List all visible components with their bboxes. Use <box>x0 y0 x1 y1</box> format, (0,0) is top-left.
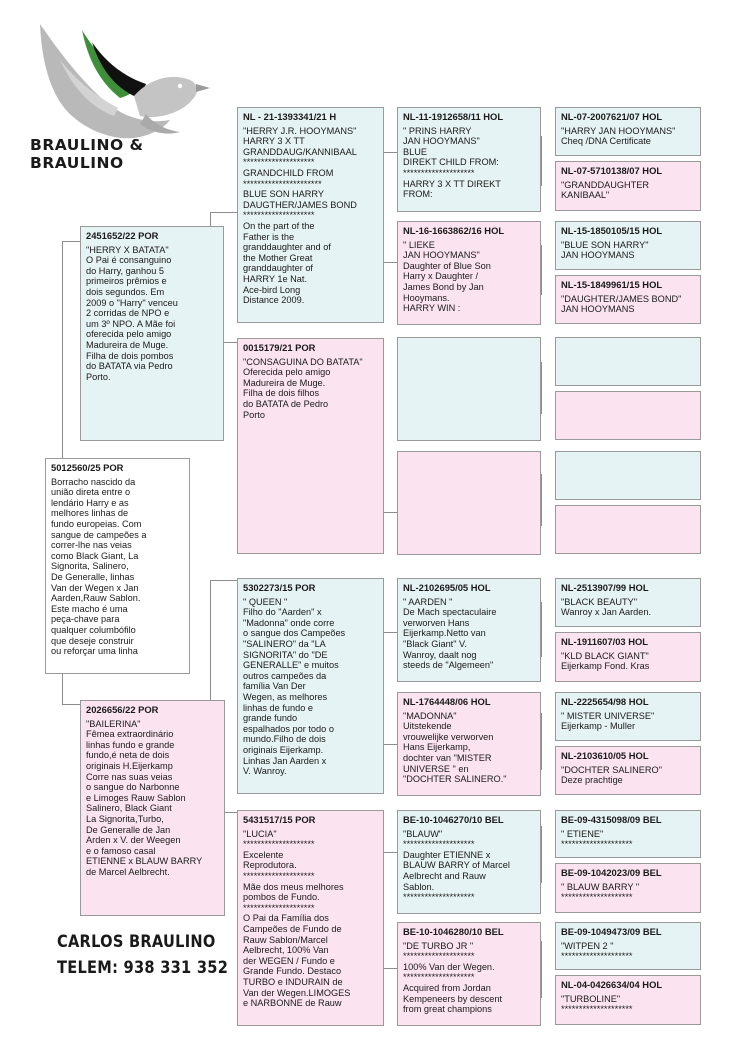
ring-number: 5302273/15 POR <box>243 582 316 593</box>
bird-description: "LUCIA" ******************** Excelente Reprodutora. ******************** Mãe dos meus melhores pombos de Fundo. ******************** O Pai da Família dos Campeões de Fundo de Rauw Sablon/Marcel Aelbrecht, 100% Van der WEGEN / Fundo e Grande Fundo. Destaco TURBO e INDURAIN de Van der Wegen.LIMOGES e NARBONNE de Rauw <box>243 828 351 1009</box>
ring-number: NL-2513907/99 HOL <box>561 582 649 593</box>
connector-line <box>384 968 397 969</box>
brand-name: BRAULINO & BRAULINO <box>30 136 144 172</box>
ring-number: NL-04-0426634/04 HOL <box>561 979 663 990</box>
bird-description: " AARDEN " De Mach spectaculaire verworven Hans Eijerkamp.Netto van "Black Giant" V. Wanroy, daalt nog steeds de "Algemeen" <box>403 596 497 671</box>
bird-description: "BLAUW" ******************** Daughter ETIENNE x BLAUW BARRY of Marcel Aelbrecht and Rauw Sablon. ******************** <box>403 828 510 903</box>
ring-number: BE-10-1046270/10 BEL <box>403 814 504 825</box>
bird-description: "MADONNA" Uitstekende vrouwelijke verworven Hans Eijerkamp, dochter van "MISTER UNIVERSE " en "DOCHTER SALINERO." <box>403 710 507 785</box>
connector-line <box>384 632 397 633</box>
ancestor-card <box>397 451 541 555</box>
bird-description: "TURBOLINE" ******************** <box>561 993 633 1015</box>
connector-line <box>210 212 237 213</box>
ancestor-card <box>555 337 701 386</box>
connector-line <box>62 704 80 705</box>
connector-line <box>384 512 397 513</box>
ancestor-card <box>555 107 701 156</box>
bird-description: "GRANDDAUGHTER KANIBAAL" <box>561 179 649 201</box>
bird-description: "BLUE SON HARRY" JAN HOOYMANS <box>561 239 649 261</box>
ancestor-card <box>555 810 701 858</box>
ring-number: 5431517/15 POR <box>243 814 316 825</box>
ring-number: BE-10-1046280/10 BEL <box>403 926 504 937</box>
connector-line <box>541 826 542 883</box>
ring-number: NL-15-1850105/15 HOL <box>561 225 663 236</box>
connector-line <box>541 602 542 657</box>
bird-description: " BLAUW BARRY " ******************** <box>561 881 640 903</box>
connector-line <box>384 744 397 745</box>
ancestor-card <box>555 863 701 913</box>
bird-description: " MISTER UNIVERSE" Eijerkamp - Muller <box>561 710 655 732</box>
ancestor-card <box>397 221 541 325</box>
owner-name: CARLOS BRAULINO <box>57 932 216 952</box>
ancestor-card <box>397 107 541 212</box>
ancestor-card <box>555 632 701 682</box>
connector-line <box>384 152 397 153</box>
owner-phone: TELEM: 938 331 352 <box>57 958 229 978</box>
bird-description: "BAILERINA" Fêmea extraordinário linhas fundo e grande fundo,é neta de dois originais H.Eijerkamp Corre nas suas veias o sangue do Narbonne e Limoges Rauw Sablon Salinero, Black Giant La Signorita,Turbo, De Generalle de Jan Arden x V. der Weegen e o famoso casal ETIENNE x BLAUW BARRY de Marcel Aelbrecht. <box>86 718 203 877</box>
ancestor-card <box>555 391 701 440</box>
bird-description: "KLD BLACK GIANT" Eijerkamp Fond. Kras <box>561 650 650 672</box>
connector-line <box>210 580 237 581</box>
bird-description: "DOCHTER SALINERO" Deze prachtige <box>561 764 662 786</box>
ring-number: BE-09-1042023/09 BEL <box>561 867 662 878</box>
bird-description: "DE TURBO JR " ******************** 100% Van der Wegen. ******************** Acquired from Jordan Kempeneers by descent from great champions <box>403 940 503 1015</box>
ancestor-card <box>555 161 701 211</box>
connector-line <box>541 362 542 414</box>
ancestor-card <box>555 578 701 627</box>
connector-line <box>541 136 542 186</box>
connector-line <box>541 474 542 526</box>
connector-line <box>62 241 80 242</box>
ancestor-card <box>555 275 701 324</box>
ring-number: BE-09-1049473/09 BEL <box>561 926 662 937</box>
connector-line <box>541 941 542 998</box>
bird-description: "CONSAGUINA DO BATATA" Oferecida pelo amigo Madureira de Muge. Filha de dois filhos do BATATA de Pedro Porto <box>243 356 363 420</box>
bird-description: "WITPEN 2 " ******************** <box>561 940 633 962</box>
subject-card <box>45 458 190 674</box>
ancestor-card <box>397 922 541 1026</box>
connector-line <box>384 262 397 263</box>
ring-number: NL-15-1849961/15 HOL <box>561 279 663 290</box>
ring-number: NL-1764448/06 HOL <box>403 696 491 707</box>
ancestor-card <box>555 922 701 970</box>
connector-line <box>541 245 542 295</box>
ancestor-card <box>237 810 384 1026</box>
ring-number: 0015179/21 POR <box>243 342 316 353</box>
connector-line <box>541 713 542 770</box>
bird-description: Borracho nascido da união direta entre o lendário Harry e as melhores linhas de fundo europeias. Com sangue de campeões a correr-lhe nas veias como Black Giant, La Signorita, Salinero, De Generalle, linhas Van der Wegen x Jan Aarden,Rauw Sablon. Este macho é uma peça-chave para qualquer columbófilo que deseje construir ou reforçar uma linha <box>51 476 147 657</box>
ring-number: NL-2225654/98 HOL <box>561 696 649 707</box>
bird-description: "DAUGHTER/JAMES BOND" JAN HOOYMANS <box>561 293 682 315</box>
ring-number: 2451652/22 POR <box>86 230 159 241</box>
ring-number: NL-07-2007621/07 HOL <box>561 111 663 122</box>
ancestor-card <box>397 578 541 682</box>
ancestor-card <box>555 975 701 1025</box>
sire-card <box>80 226 224 441</box>
ancestor-card <box>237 338 384 554</box>
ring-number: 5012560/25 POR <box>51 462 124 473</box>
ring-number: BE-09-4315098/09 BEL <box>561 814 662 825</box>
bird-description: "HARRY JAN HOOYMANS" Cheq /DNA Certificate <box>561 125 676 147</box>
ancestor-card <box>237 578 384 794</box>
connector-line <box>384 852 397 853</box>
connector-line <box>62 674 63 705</box>
ancestor-card <box>397 337 541 441</box>
ring-number: NL-2103610/05 HOL <box>561 750 649 761</box>
bird-description: " PRINS HARRY JAN HOOYMANS" BLUE DIREKT CHILD FROM: ******************** HARRY 3 X TT DIREKT FROM: <box>403 125 501 200</box>
ancestor-card <box>555 221 701 270</box>
ancestor-card <box>237 107 384 323</box>
ring-number: NL-2102695/05 HOL <box>403 582 491 593</box>
bird-description: " QUEEN " Filho do "Aarden" x "Madonna" onde corre o sangue dos Campeões "SALINERO" da "LA SIGNORITA" do "DE GENERALLE" e muitos outros campeões da família Van Der Wegen, as melhores linhas de fundo e grande fundo espalhados por todo o mundo.Filho de dois originais Eijerkamp. Linhas Jan Aarden x V. Wanroy. <box>243 596 346 777</box>
ancestor-card <box>397 810 541 914</box>
bird-description: "BLACK BEAUTY" Wanroy x Jan Aarden. <box>561 596 652 618</box>
bird-description: " LIEKE JAN HOOYMANS" Daughter of Blue Son Harry x Daughter / James Bond by Jan Hooymans. HARRY WIN : <box>403 239 491 314</box>
ring-number: NL-11-1912658/11 HOL <box>403 111 504 122</box>
ancestor-card <box>555 692 701 741</box>
bird-description: " ETIENE" ******************** <box>561 828 633 850</box>
ring-number: NL-1911607/03 HOL <box>561 636 649 647</box>
dove-icon <box>30 20 230 140</box>
ring-number: 2026656/22 POR <box>86 704 159 715</box>
ring-number: NL-07-5710138/07 HOL <box>561 165 663 176</box>
ancestor-card <box>555 746 701 795</box>
ring-number: NL - 21-1393341/21 H <box>243 111 337 122</box>
ring-number: NL-16-1663862/16 HOL <box>403 225 505 236</box>
ancestor-card <box>397 692 541 796</box>
ancestor-card <box>555 505 701 554</box>
connector-line <box>62 241 63 458</box>
bird-description: "HERRY J.R. HOOYMANS" HARRY 3 X TT GRANDDAUG/KANNIBAAL ******************** GRANDCHILD FROM ********************** BLUE SON HARRY DAUGTHER/JAMES BOND ******************** On the part of the Father is the granddaughter and of the Mother Great granddaughter of HARRY 1e Nat. Ace-bird Long Distance 2009. <box>243 125 357 306</box>
bird-description: "HERRY X BATATA" O Pai é consanguino do Harry, ganhou 5 primeiros prêmios e dois segundos. Em 2009 o "Harry" venceu 2 corridas de NPO e um 3º NPO. A Mãe foi oferecida pelo amigo Madureira de Muge. Filha de dois pombos do BATATA via Pedro Porto. <box>86 244 178 382</box>
dam-card <box>80 700 225 916</box>
ancestor-card <box>555 451 701 500</box>
